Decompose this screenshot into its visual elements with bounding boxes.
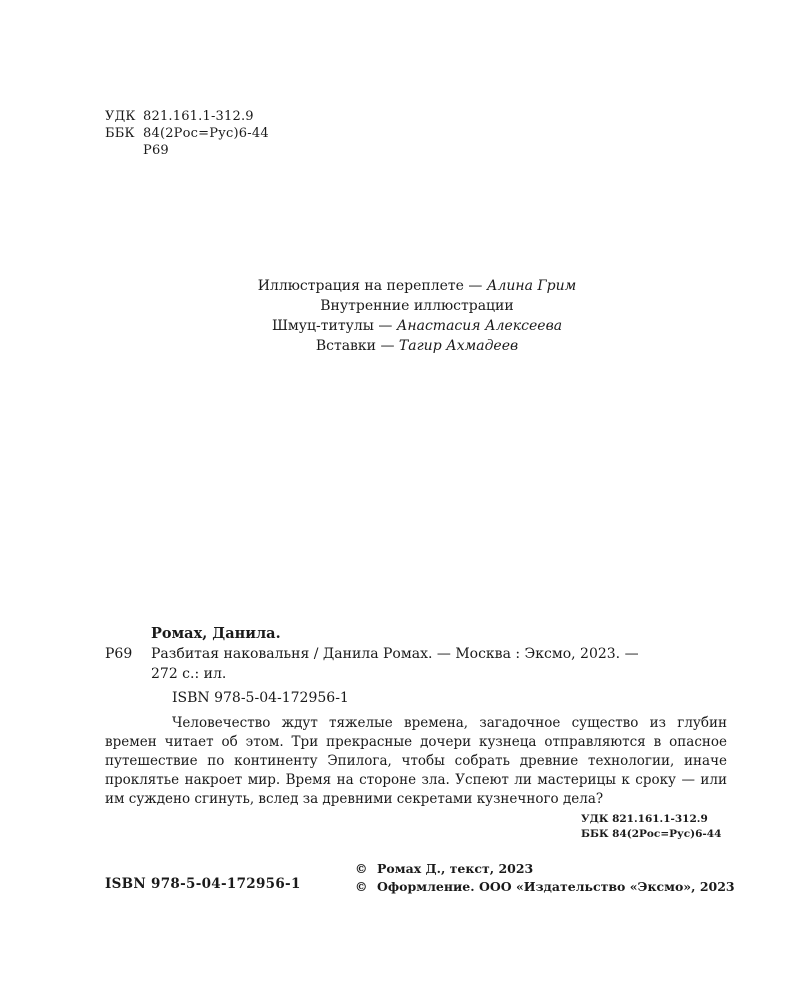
copyright-icon: © [355, 879, 368, 894]
card-bbk: ББК 84(2Рос=Рус)6-44 [581, 828, 722, 840]
bbk-value: 84(2Рос=Рус)6-44 [143, 126, 269, 141]
bbk-row [105, 125, 269, 142]
copyright-block [355, 860, 735, 896]
credit-role: Иллюстрация на переплете — [257, 278, 487, 294]
catalog-card [105, 624, 727, 809]
card-author-code: Р69 [105, 646, 133, 662]
credit-name: Тагир Ахмадеев [398, 338, 519, 354]
udk-row [105, 108, 269, 125]
card-isbn: ISBN 978-5-04-172956-1 [172, 690, 349, 706]
udk-value: 821.161.1-312.9 [143, 109, 254, 124]
copyright-text [355, 860, 735, 878]
bibliographic-pages: 272 с.: ил. [151, 666, 227, 682]
credit-role: Вставки — [315, 338, 399, 354]
udk-label: УДК [105, 109, 136, 124]
footer-isbn: ISBN 978-5-04-172956-1 [105, 876, 301, 892]
illustration-credits [0, 276, 800, 356]
credit-role: Шмуц-титулы — [271, 318, 397, 334]
title-pages-credit [0, 316, 800, 336]
card-udk: УДК 821.161.1-312.9 [581, 813, 708, 825]
card-classification-codes [581, 812, 721, 842]
copyright-design-line: Оформление. ООО «Издательство «Эксмо», 2023 [377, 879, 735, 894]
bbk-label: ББК [105, 126, 135, 141]
bibliographic-row [105, 644, 727, 664]
inserts-credit [0, 336, 800, 356]
copyright-text-line: Ромах Д., текст, 2023 [377, 861, 534, 876]
bibliographic-description: Разбитая наковальня / Данила Ромах. — Москва : Эксмо, 2023. — [151, 646, 639, 662]
card-author: Ромах, Данила. [151, 625, 281, 642]
copyright-design [355, 878, 735, 896]
classification-codes [105, 108, 269, 159]
credit-name: Анастасия Алексеева [396, 318, 563, 334]
credit-name: Алина Грим [486, 278, 577, 294]
book-annotation: Человечество ждут тяжелые времена, загадочное существо из глубин времен читает об этом. Три прекрасные дочери кузнеца отправляются в опасное путешествие по континенту Эпилога, чтобы собрать древние технологии, иначе проклятье накроет мир. Время на стороне зла. Успеют ли мастерицы к сроку — или им суждено сгинуть, вслед за древними секретами кузнечного дела? [105, 715, 727, 807]
copyright-icon: © [355, 861, 368, 876]
author-code: Р69 [143, 143, 169, 158]
cover-illustration-credit [0, 276, 800, 296]
inner-illustrations-credit: Внутренние иллюстрации [320, 298, 514, 314]
